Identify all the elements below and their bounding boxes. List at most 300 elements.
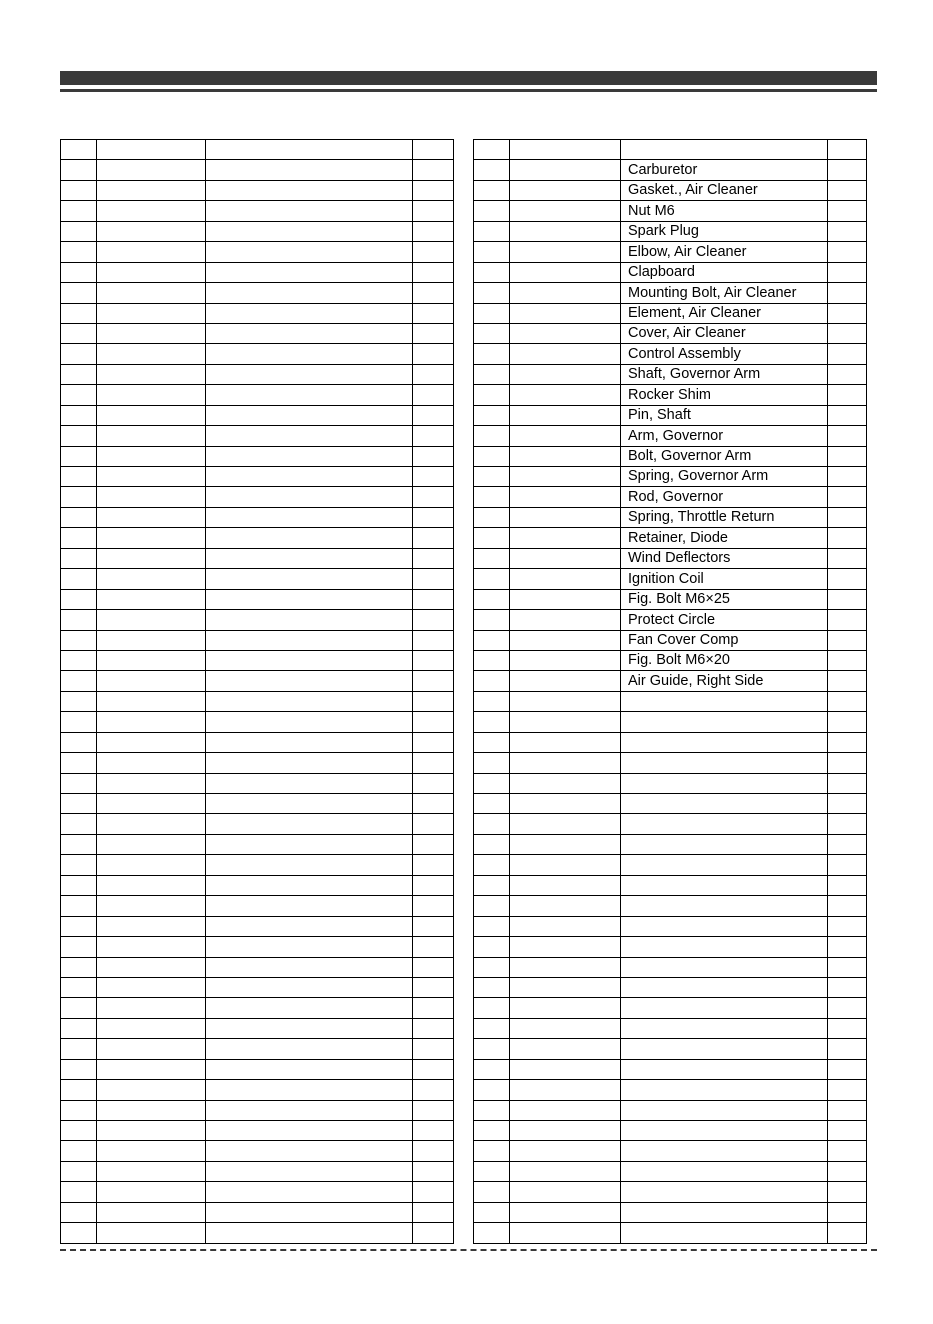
table-row <box>474 180 867 200</box>
ref-no-cell <box>61 221 97 241</box>
description-cell <box>206 814 413 834</box>
description-cell <box>621 794 828 814</box>
ref-no-cell <box>61 794 97 814</box>
ref-no-cell <box>61 323 97 343</box>
ref-no-cell <box>61 528 97 548</box>
description-cell: Fig. Bolt M6×25 <box>621 589 828 609</box>
table-row <box>474 937 867 957</box>
table-row <box>61 180 454 200</box>
description-cell: Elbow, Air Cleaner <box>621 242 828 262</box>
qty-cell <box>413 180 454 200</box>
table-row <box>474 589 867 609</box>
description-cell <box>206 855 413 875</box>
description-cell <box>206 671 413 691</box>
ref-no-cell <box>61 937 97 957</box>
description-cell: Element, Air Cleaner <box>621 303 828 323</box>
part-no-cell <box>97 957 206 977</box>
part-no-cell <box>510 916 621 936</box>
description-cell <box>621 1080 828 1100</box>
part-no-cell <box>510 262 621 282</box>
ref-no-cell <box>474 1121 510 1141</box>
description-cell <box>621 834 828 854</box>
qty-cell <box>413 650 454 670</box>
table-row <box>474 1100 867 1120</box>
table-row <box>61 1100 454 1120</box>
part-no-cell <box>510 242 621 262</box>
qty-cell <box>413 671 454 691</box>
table-row <box>61 548 454 568</box>
part-no-cell <box>510 1100 621 1120</box>
description-cell <box>206 1202 413 1222</box>
ref-no-cell <box>474 1100 510 1120</box>
table-row <box>474 896 867 916</box>
description-cell <box>206 405 413 425</box>
ref-no-cell <box>61 446 97 466</box>
table-row <box>61 242 454 262</box>
table-row <box>474 753 867 773</box>
qty-cell <box>828 569 867 589</box>
description-cell <box>206 1223 413 1243</box>
qty-cell <box>828 364 867 384</box>
qty-cell <box>828 180 867 200</box>
part-no-cell <box>510 589 621 609</box>
ref-no-cell <box>474 794 510 814</box>
part-no-cell <box>97 160 206 180</box>
qty-cell <box>828 589 867 609</box>
ref-no-cell <box>474 998 510 1018</box>
ref-no-cell <box>474 916 510 936</box>
description-cell <box>206 1121 413 1141</box>
description-cell <box>206 548 413 568</box>
part-no-cell <box>510 1080 621 1100</box>
description-cell <box>206 507 413 527</box>
ref-no-cell <box>61 364 97 384</box>
description-cell <box>621 1059 828 1079</box>
qty-cell <box>828 140 867 160</box>
description-cell <box>621 691 828 711</box>
qty-cell <box>413 753 454 773</box>
ref-no-cell <box>474 467 510 487</box>
ref-no-cell <box>61 916 97 936</box>
ref-no-cell <box>474 937 510 957</box>
part-no-cell <box>510 650 621 670</box>
ref-no-cell <box>61 896 97 916</box>
ref-no-cell <box>474 569 510 589</box>
qty-cell <box>413 303 454 323</box>
part-no-cell <box>97 937 206 957</box>
ref-no-cell <box>61 507 97 527</box>
table-row <box>474 957 867 977</box>
table-row <box>474 160 867 180</box>
description-cell <box>621 1202 828 1222</box>
qty-cell <box>828 773 867 793</box>
part-no-cell <box>510 1202 621 1222</box>
ref-no-cell <box>61 385 97 405</box>
part-no-cell <box>510 385 621 405</box>
table-row <box>474 1039 867 1059</box>
part-no-cell <box>97 712 206 732</box>
qty-cell <box>413 548 454 568</box>
description-cell: Rocker Shim <box>621 385 828 405</box>
description-cell <box>621 977 828 997</box>
table-row <box>474 303 867 323</box>
table-row <box>61 650 454 670</box>
qty-cell <box>828 507 867 527</box>
table-row <box>61 630 454 650</box>
ref-no-cell <box>61 569 97 589</box>
ref-no-cell <box>474 201 510 221</box>
part-no-cell <box>97 201 206 221</box>
table-row <box>474 528 867 548</box>
table-row <box>61 794 454 814</box>
ref-no-cell <box>61 548 97 568</box>
qty-cell <box>828 242 867 262</box>
table-row <box>474 916 867 936</box>
table-row <box>474 1141 867 1161</box>
ref-no-cell <box>61 773 97 793</box>
description-cell <box>206 753 413 773</box>
table-row <box>61 487 454 507</box>
ref-no-cell <box>474 1161 510 1181</box>
part-no-cell <box>510 160 621 180</box>
description-cell <box>206 875 413 895</box>
qty-cell <box>413 385 454 405</box>
table-row <box>61 589 454 609</box>
qty-cell <box>413 896 454 916</box>
part-no-cell <box>97 916 206 936</box>
ref-no-cell <box>474 1182 510 1202</box>
ref-no-cell <box>61 140 97 160</box>
description-cell <box>206 916 413 936</box>
part-no-cell <box>510 364 621 384</box>
ref-no-cell <box>474 344 510 364</box>
qty-cell <box>828 1100 867 1120</box>
description-cell <box>621 814 828 834</box>
ref-no-cell <box>61 855 97 875</box>
ref-no-cell <box>61 1182 97 1202</box>
table-row <box>61 957 454 977</box>
table-row <box>474 323 867 343</box>
part-no-cell <box>97 344 206 364</box>
table-row <box>61 385 454 405</box>
description-cell <box>206 650 413 670</box>
table-row <box>61 344 454 364</box>
part-no-cell <box>510 569 621 589</box>
table-row <box>474 221 867 241</box>
ref-no-cell <box>474 548 510 568</box>
table-row <box>61 1202 454 1222</box>
description-cell: Control Assembly <box>621 344 828 364</box>
qty-cell <box>413 916 454 936</box>
ref-no-cell <box>61 1100 97 1120</box>
description-cell <box>621 916 828 936</box>
description-cell: Fan Cover Comp <box>621 630 828 650</box>
table-row <box>61 998 454 1018</box>
part-no-cell <box>97 180 206 200</box>
part-no-cell <box>97 794 206 814</box>
part-no-cell <box>97 528 206 548</box>
table-row <box>474 405 867 425</box>
table-row <box>61 283 454 303</box>
description-cell: Cover, Air Cleaner <box>621 323 828 343</box>
ref-no-cell <box>61 814 97 834</box>
ref-no-cell <box>61 610 97 630</box>
table-row <box>61 1059 454 1079</box>
qty-cell <box>413 467 454 487</box>
description-cell <box>206 364 413 384</box>
ref-no-cell <box>61 242 97 262</box>
ref-no-cell <box>61 180 97 200</box>
table-row <box>474 1121 867 1141</box>
qty-cell <box>828 937 867 957</box>
part-no-cell <box>510 1018 621 1038</box>
part-no-cell <box>510 753 621 773</box>
qty-cell <box>828 650 867 670</box>
description-cell: Clapboard <box>621 262 828 282</box>
part-no-cell <box>97 303 206 323</box>
table-row <box>474 875 867 895</box>
description-cell <box>621 773 828 793</box>
part-no-cell <box>97 262 206 282</box>
part-no-cell <box>510 283 621 303</box>
parts-table-right <box>473 139 867 1244</box>
table-row <box>474 262 867 282</box>
part-no-cell <box>510 998 621 1018</box>
part-no-cell <box>510 323 621 343</box>
ref-no-cell <box>61 1161 97 1181</box>
ref-no-cell <box>474 732 510 752</box>
ref-no-cell <box>61 262 97 282</box>
table-row <box>61 977 454 997</box>
description-cell <box>621 937 828 957</box>
qty-cell <box>828 977 867 997</box>
qty-cell <box>413 242 454 262</box>
part-no-cell <box>97 855 206 875</box>
table-row <box>474 1080 867 1100</box>
table-row <box>61 1080 454 1100</box>
qty-cell <box>828 548 867 568</box>
description-cell: Rod, Governor <box>621 487 828 507</box>
qty-cell <box>828 323 867 343</box>
part-no-cell <box>510 773 621 793</box>
description-cell <box>206 1161 413 1181</box>
qty-cell <box>828 855 867 875</box>
description-cell <box>206 160 413 180</box>
qty-cell <box>413 364 454 384</box>
description-cell <box>621 1223 828 1243</box>
qty-cell <box>413 610 454 630</box>
description-cell <box>206 262 413 282</box>
qty-cell <box>413 834 454 854</box>
table-row <box>61 1121 454 1141</box>
qty-cell <box>828 385 867 405</box>
table-row <box>474 446 867 466</box>
ref-no-cell <box>474 283 510 303</box>
description-cell <box>206 180 413 200</box>
description-cell <box>206 1141 413 1161</box>
qty-cell <box>828 528 867 548</box>
part-no-cell <box>510 446 621 466</box>
qty-cell <box>828 262 867 282</box>
part-no-cell <box>510 732 621 752</box>
table-row <box>61 773 454 793</box>
qty-cell <box>828 998 867 1018</box>
description-cell <box>206 977 413 997</box>
ref-no-cell <box>61 589 97 609</box>
qty-cell <box>413 528 454 548</box>
table-row <box>61 1141 454 1161</box>
part-no-cell <box>97 1182 206 1202</box>
qty-cell <box>828 875 867 895</box>
description-cell: Pin, Shaft <box>621 405 828 425</box>
qty-cell <box>413 221 454 241</box>
table-row <box>61 875 454 895</box>
part-no-cell <box>97 1141 206 1161</box>
qty-cell <box>828 303 867 323</box>
ref-no-cell <box>474 242 510 262</box>
ref-no-cell <box>61 998 97 1018</box>
table-row <box>474 1059 867 1079</box>
qty-cell <box>828 1121 867 1141</box>
qty-cell <box>413 426 454 446</box>
description-cell <box>206 998 413 1018</box>
description-cell <box>206 712 413 732</box>
part-no-cell <box>97 589 206 609</box>
part-no-cell <box>97 1039 206 1059</box>
description-cell <box>621 875 828 895</box>
table-row <box>61 732 454 752</box>
ref-no-cell <box>61 1018 97 1038</box>
part-no-cell <box>510 140 621 160</box>
qty-cell <box>828 283 867 303</box>
qty-cell <box>828 467 867 487</box>
table-row <box>474 834 867 854</box>
part-no-cell <box>510 344 621 364</box>
ref-no-cell <box>474 834 510 854</box>
table-row <box>61 140 454 160</box>
qty-cell <box>413 814 454 834</box>
part-no-cell <box>97 630 206 650</box>
description-cell <box>206 140 413 160</box>
ref-no-cell <box>474 140 510 160</box>
table-row <box>474 650 867 670</box>
ref-no-cell <box>61 630 97 650</box>
description-cell <box>206 937 413 957</box>
qty-cell <box>828 1141 867 1161</box>
ref-no-cell <box>474 691 510 711</box>
qty-cell <box>413 691 454 711</box>
table-row <box>474 998 867 1018</box>
table-row <box>474 344 867 364</box>
ref-no-cell <box>61 671 97 691</box>
description-cell <box>621 855 828 875</box>
ref-no-cell <box>474 323 510 343</box>
description-cell: Mounting Bolt, Air Cleaner <box>621 283 828 303</box>
qty-cell <box>413 201 454 221</box>
description-cell <box>621 896 828 916</box>
description-cell <box>206 385 413 405</box>
table-row <box>61 446 454 466</box>
ref-no-cell <box>474 487 510 507</box>
description-cell <box>621 1100 828 1120</box>
qty-cell <box>413 1059 454 1079</box>
part-no-cell <box>97 569 206 589</box>
qty-cell <box>413 773 454 793</box>
ref-no-cell <box>61 1059 97 1079</box>
part-no-cell <box>97 1161 206 1181</box>
part-no-cell <box>510 855 621 875</box>
table-row <box>474 610 867 630</box>
description-cell: Spark Plug <box>621 221 828 241</box>
table-row <box>474 1223 867 1243</box>
description-cell <box>621 1121 828 1141</box>
ref-no-cell <box>474 446 510 466</box>
qty-cell <box>828 201 867 221</box>
part-no-cell <box>510 548 621 568</box>
ref-no-cell <box>474 180 510 200</box>
description-cell <box>206 610 413 630</box>
ref-no-cell <box>474 528 510 548</box>
ref-no-cell <box>474 589 510 609</box>
part-no-cell <box>97 364 206 384</box>
description-cell <box>206 834 413 854</box>
qty-cell <box>828 1161 867 1181</box>
ref-no-cell <box>474 671 510 691</box>
qty-cell <box>413 323 454 343</box>
ref-no-cell <box>474 610 510 630</box>
ref-no-cell <box>61 201 97 221</box>
description-cell <box>206 630 413 650</box>
qty-cell <box>413 1121 454 1141</box>
description-cell: Wind Deflectors <box>621 548 828 568</box>
description-cell <box>206 1080 413 1100</box>
part-no-cell <box>510 630 621 650</box>
table-row <box>61 426 454 446</box>
description-cell <box>206 1182 413 1202</box>
qty-cell <box>413 446 454 466</box>
ref-no-cell <box>474 1080 510 1100</box>
part-no-cell <box>510 977 621 997</box>
table-row <box>474 283 867 303</box>
qty-cell <box>828 1202 867 1222</box>
qty-cell <box>828 814 867 834</box>
table-row <box>474 712 867 732</box>
description-cell: Carburetor <box>621 160 828 180</box>
qty-cell <box>413 712 454 732</box>
part-no-cell <box>97 446 206 466</box>
table-row <box>474 548 867 568</box>
part-no-cell <box>510 1161 621 1181</box>
table-row <box>474 1018 867 1038</box>
qty-cell <box>828 712 867 732</box>
description-cell: Retainer, Diode <box>621 528 828 548</box>
qty-cell <box>828 957 867 977</box>
part-no-cell <box>97 1121 206 1141</box>
ref-no-cell <box>61 650 97 670</box>
qty-cell <box>413 344 454 364</box>
part-no-cell <box>510 1182 621 1202</box>
description-cell <box>206 589 413 609</box>
qty-cell <box>413 487 454 507</box>
table-row <box>474 507 867 527</box>
description-cell <box>206 957 413 977</box>
table-row <box>61 323 454 343</box>
qty-cell <box>828 1059 867 1079</box>
part-no-cell <box>97 610 206 630</box>
part-no-cell <box>97 896 206 916</box>
part-no-cell <box>510 221 621 241</box>
ref-no-cell <box>61 691 97 711</box>
